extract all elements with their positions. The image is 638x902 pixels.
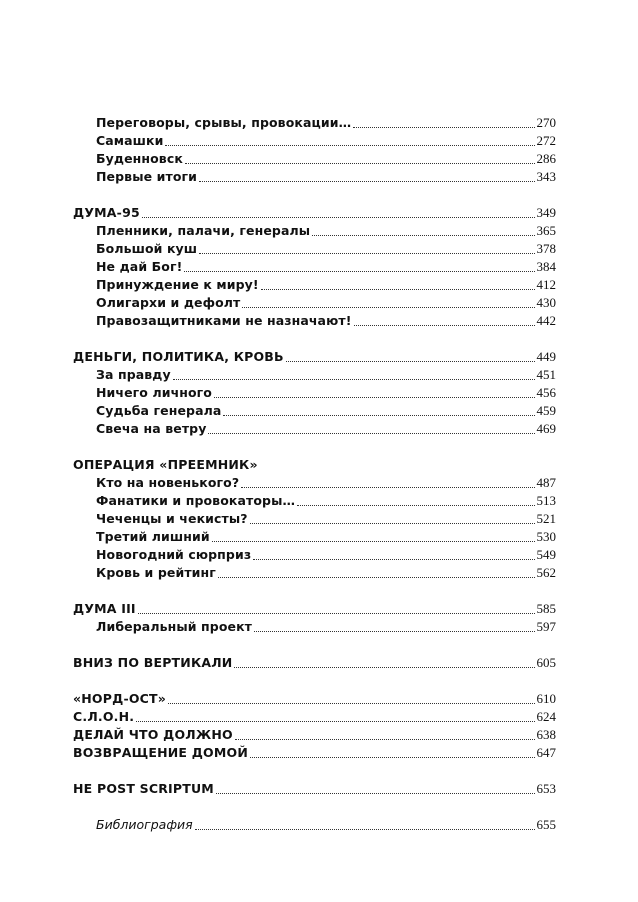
toc-page-number: 513 bbox=[536, 493, 556, 508]
toc-page-number: 286 bbox=[536, 151, 556, 166]
dot-leader bbox=[195, 828, 535, 830]
dot-leader bbox=[253, 558, 534, 560]
toc-entry-title: Кто на новенького? bbox=[96, 475, 240, 490]
toc-section bbox=[73, 779, 556, 797]
toc-entry bbox=[0, 563, 638, 581]
toc-entry bbox=[0, 491, 638, 509]
toc-chapter bbox=[96, 527, 556, 545]
toc-chapter bbox=[96, 401, 556, 419]
toc-entry bbox=[0, 815, 638, 833]
dot-leader bbox=[297, 504, 534, 506]
toc-section bbox=[73, 653, 556, 671]
dot-leader bbox=[286, 360, 535, 362]
toc-entry-title: Пленники, палачи, генералы bbox=[96, 223, 311, 238]
toc-page-number: 655 bbox=[536, 817, 556, 832]
toc-page-number: 530 bbox=[536, 529, 556, 544]
dot-leader bbox=[216, 792, 535, 794]
toc-entry bbox=[0, 149, 638, 167]
toc-entry-title: НЕ POST SCRIPTUM bbox=[73, 781, 214, 796]
toc-entry bbox=[0, 419, 638, 437]
toc-entry-title: Свеча на ветру bbox=[96, 421, 207, 436]
toc-entry-title: Принуждение к миру! bbox=[96, 277, 259, 292]
toc-entry bbox=[0, 725, 638, 743]
toc-entry-title: За правду bbox=[96, 367, 171, 382]
toc-entry-title: Новогодний сюрприз bbox=[96, 547, 252, 562]
toc-entry-title: Либеральный проект bbox=[96, 619, 253, 634]
toc-page-number: 456 bbox=[536, 385, 556, 400]
dot-leader bbox=[241, 486, 534, 488]
dot-leader bbox=[242, 306, 534, 308]
toc-chapter bbox=[96, 311, 556, 329]
toc-entry-title: «НОРД-ОСТ» bbox=[73, 691, 167, 706]
toc-entry bbox=[0, 113, 638, 131]
toc-page-number: 442 bbox=[536, 313, 556, 328]
toc-page-number: 610 bbox=[536, 691, 556, 706]
dot-leader bbox=[138, 612, 535, 614]
toc-page-number: 378 bbox=[536, 241, 556, 256]
toc-page-number: 412 bbox=[536, 277, 556, 292]
toc-entry bbox=[0, 779, 638, 797]
toc-entry bbox=[0, 545, 638, 563]
toc-entry-title: Первые итоги bbox=[96, 169, 198, 184]
toc-page-number: 597 bbox=[536, 619, 556, 634]
toc-page-number: 430 bbox=[536, 295, 556, 310]
toc-section bbox=[73, 599, 556, 617]
toc-entry bbox=[0, 527, 638, 545]
toc-entry-title: ВНИЗ ПО ВЕРТИКАЛИ bbox=[73, 655, 233, 670]
toc-entry bbox=[0, 455, 638, 473]
toc-entry bbox=[0, 689, 638, 707]
toc-entry-title: Переговоры, срывы, провокации… bbox=[96, 115, 352, 130]
toc-chapter bbox=[96, 473, 556, 491]
toc-chapter bbox=[96, 221, 556, 239]
dot-leader bbox=[218, 576, 535, 578]
toc-entry bbox=[0, 347, 638, 365]
toc-chapter bbox=[96, 419, 556, 437]
toc-entry-title: Фанатики и провокаторы… bbox=[96, 493, 296, 508]
dot-leader bbox=[212, 540, 535, 542]
toc-entry-title: ВОЗВРАЩЕНИЕ ДОМОЙ bbox=[73, 745, 249, 760]
toc-entry-title: ОПЕРАЦИЯ «ПРЕЕМНИК» bbox=[73, 457, 258, 472]
toc-entry bbox=[0, 707, 638, 725]
dot-leader bbox=[250, 522, 535, 524]
toc-chapter bbox=[96, 563, 556, 581]
dot-leader bbox=[184, 270, 534, 272]
toc-chapter bbox=[96, 545, 556, 563]
toc-page-number: 349 bbox=[536, 205, 556, 220]
toc-page-number: 459 bbox=[536, 403, 556, 418]
toc-entry bbox=[0, 275, 638, 293]
toc-entry bbox=[0, 203, 638, 221]
toc-section bbox=[73, 743, 556, 761]
dot-leader bbox=[353, 126, 534, 128]
toc-chapter bbox=[96, 815, 556, 833]
toc-chapter bbox=[96, 239, 556, 257]
dot-leader bbox=[136, 720, 534, 722]
dot-leader bbox=[261, 288, 535, 290]
dot-leader bbox=[312, 234, 534, 236]
toc-entry-title: Третий лишний bbox=[96, 529, 210, 544]
toc-entry bbox=[0, 293, 638, 311]
toc-entry bbox=[0, 167, 638, 185]
toc-section bbox=[73, 707, 556, 725]
toc-entry bbox=[0, 221, 638, 239]
dot-leader bbox=[250, 756, 534, 758]
toc-chapter bbox=[96, 113, 556, 131]
toc-entry bbox=[0, 257, 638, 275]
toc-entry-title: ДЕЛАЙ ЧТО ДОЛЖНО bbox=[73, 727, 233, 742]
toc-page-number: 469 bbox=[536, 421, 556, 436]
dot-leader bbox=[168, 702, 534, 704]
toc-page-number: 487 bbox=[536, 475, 556, 490]
toc-entry-title: Буденновск bbox=[96, 151, 183, 166]
toc-entry-title: С.Л.О.Н. bbox=[73, 709, 135, 724]
toc-entry bbox=[0, 239, 638, 257]
toc-entry bbox=[0, 383, 638, 401]
toc-page-number: 521 bbox=[536, 511, 556, 526]
toc-chapter bbox=[96, 149, 556, 167]
toc-section bbox=[73, 725, 556, 743]
dot-leader bbox=[235, 738, 535, 740]
toc-entry-title: ДЕНЬГИ, ПОЛИТИКА, КРОВЬ bbox=[73, 349, 284, 364]
toc-page-number: 449 bbox=[536, 349, 556, 364]
toc-entry bbox=[0, 401, 638, 419]
toc-page-number: 653 bbox=[536, 781, 556, 796]
dot-leader bbox=[199, 180, 534, 182]
toc-chapter bbox=[96, 275, 556, 293]
toc-chapter bbox=[96, 617, 556, 635]
toc-section bbox=[73, 203, 556, 221]
toc-entry-title: ДУМА III bbox=[73, 601, 136, 616]
dot-leader bbox=[214, 396, 535, 398]
toc-page-number: 384 bbox=[536, 259, 556, 274]
toc-chapter bbox=[96, 509, 556, 527]
toc-entry-title: Олигархи и дефолт bbox=[96, 295, 241, 310]
toc-entry bbox=[0, 653, 638, 671]
dot-leader bbox=[254, 630, 534, 632]
toc-page-number: 562 bbox=[536, 565, 556, 580]
dot-leader bbox=[185, 162, 535, 164]
toc-page-number: 605 bbox=[536, 655, 556, 670]
toc-chapter bbox=[96, 293, 556, 311]
toc-entry-title: Правозащитниками не назначают! bbox=[96, 313, 352, 328]
toc-entry-title: Ничего личного bbox=[96, 385, 212, 400]
toc-entry-title: Чеченцы и чекисты? bbox=[96, 511, 248, 526]
toc-entry-title: Большой куш bbox=[96, 241, 198, 256]
toc-page-number: 270 bbox=[536, 115, 556, 130]
dot-leader bbox=[173, 378, 535, 380]
toc-chapter bbox=[96, 491, 556, 509]
dot-leader bbox=[142, 216, 535, 218]
toc-page-number: 638 bbox=[536, 727, 556, 742]
toc-entry-title: Судьба генерала bbox=[96, 403, 222, 418]
toc-entry bbox=[0, 509, 638, 527]
toc-chapter bbox=[96, 131, 556, 149]
toc-section bbox=[73, 347, 556, 365]
toc-entry bbox=[0, 365, 638, 383]
toc-entry-title: Кровь и рейтинг bbox=[96, 565, 216, 580]
dot-leader bbox=[208, 432, 534, 434]
toc-section bbox=[73, 455, 556, 473]
dot-leader bbox=[223, 414, 534, 416]
toc-entry-title: Библиография bbox=[96, 817, 193, 832]
dot-leader bbox=[199, 252, 534, 254]
toc-entry bbox=[0, 617, 638, 635]
toc-page-number: 585 bbox=[536, 601, 556, 616]
toc-page-number: 647 bbox=[536, 745, 556, 760]
toc-entry bbox=[0, 743, 638, 761]
dot-leader bbox=[354, 324, 535, 326]
toc-entry bbox=[0, 131, 638, 149]
toc-chapter bbox=[96, 167, 556, 185]
toc-section bbox=[73, 689, 556, 707]
toc-page-number: 624 bbox=[536, 709, 556, 724]
toc-chapter bbox=[96, 383, 556, 401]
toc-chapter bbox=[96, 365, 556, 383]
toc-entry-title: Самашки bbox=[96, 133, 164, 148]
toc-entry bbox=[0, 311, 638, 329]
toc-page-number: 549 bbox=[536, 547, 556, 562]
dot-leader bbox=[165, 144, 534, 146]
toc-entry bbox=[0, 473, 638, 491]
toc-entry bbox=[0, 599, 638, 617]
dot-leader bbox=[234, 666, 534, 668]
toc-page-number: 272 bbox=[536, 133, 556, 148]
toc-page-number: 365 bbox=[536, 223, 556, 238]
toc-page-number: 451 bbox=[536, 367, 556, 382]
toc-entry-title: Не дай Бог! bbox=[96, 259, 183, 274]
toc-chapter bbox=[96, 257, 556, 275]
toc-page-number: 343 bbox=[536, 169, 556, 184]
toc-entry-title: ДУМА-95 bbox=[73, 205, 140, 220]
